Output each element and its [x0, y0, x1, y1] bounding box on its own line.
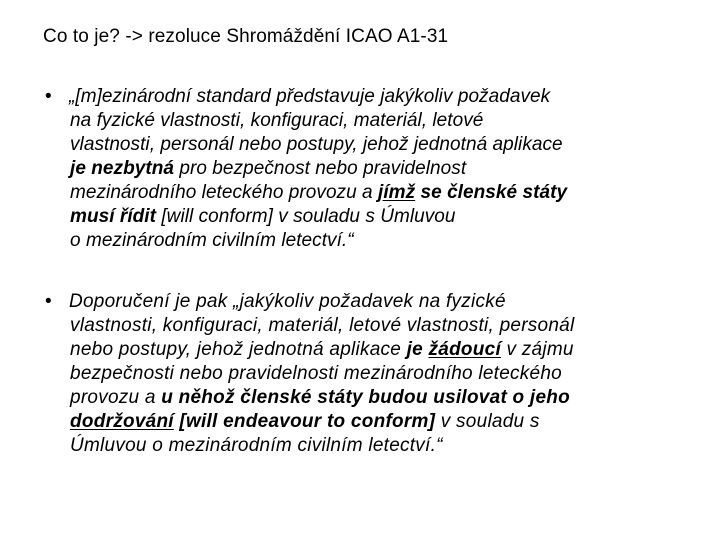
text-run: mezinárodního leteckého provozu a [70, 182, 379, 203]
text-run: Doporučení je pak „jakýkoliv požadavek na fyzické [69, 291, 506, 312]
text-run: v souladu s [435, 411, 540, 432]
bullet-dot: • [45, 86, 52, 107]
text-line [45, 362, 685, 386]
text-run: musí řídit [70, 206, 157, 227]
text-run: Úmluvou o mezinárodním civilním letectví.“ [70, 435, 443, 456]
text-line [45, 338, 685, 362]
bullet-dot: • [45, 291, 52, 312]
bullet-text [45, 85, 685, 253]
text-run: vlastnosti, konfiguraci, materiál, letové vlastnosti, personál [70, 315, 575, 336]
text-run: „[m]ezinárodní standard představuje jakýkoliv požadavek [69, 86, 551, 107]
text-line [45, 181, 685, 205]
text-run: nebo postupy, jehož jednotná aplikace [70, 339, 407, 360]
bullet-text [45, 290, 685, 458]
text-run: jímž [378, 182, 416, 203]
text-line [45, 133, 685, 157]
text-run: je nezbytná [70, 158, 175, 179]
text-run: provozu a [70, 387, 162, 408]
slide-title: Co to je? -> rezoluce Shromáždění ICAO A1-31 [43, 26, 449, 47]
text-run: v zájmu [500, 339, 574, 360]
text-run: o mezinárodním civilním letectví.“ [70, 230, 354, 251]
text-run: bezpečnosti nebo pravidelnosti mezinárodního leteckého [70, 363, 562, 384]
text-run: u něhož členské státy budou usilovat o jeho [161, 387, 570, 408]
text-run: vlastnosti, personál nebo postupy, jehož jednotná aplikace [70, 134, 563, 155]
text-line [45, 229, 685, 253]
text-line [45, 410, 685, 434]
bullet-item-recommendation [45, 290, 685, 458]
text-run: [will conform] v souladu s Úmluvou [156, 206, 456, 227]
text-line [45, 434, 685, 458]
text-line [45, 205, 685, 229]
text-line [45, 314, 685, 338]
text-line [45, 109, 685, 133]
text-line [45, 290, 685, 314]
text-run: pro bezpečnost nebo pravidelnost [174, 158, 467, 179]
text-run: na fyzické vlastnosti, konfiguraci, materiál, letové [70, 110, 484, 131]
text-run: dodržování [70, 411, 174, 432]
text-run: se členské státy [415, 182, 568, 203]
text-line [45, 85, 685, 109]
text-line [45, 386, 685, 410]
bullet-item-standard [45, 85, 685, 253]
text-run: je [406, 339, 429, 360]
text-line [45, 157, 685, 181]
text-run: žádoucí [428, 339, 501, 360]
text-run: [will endeavour to conform] [173, 411, 436, 432]
